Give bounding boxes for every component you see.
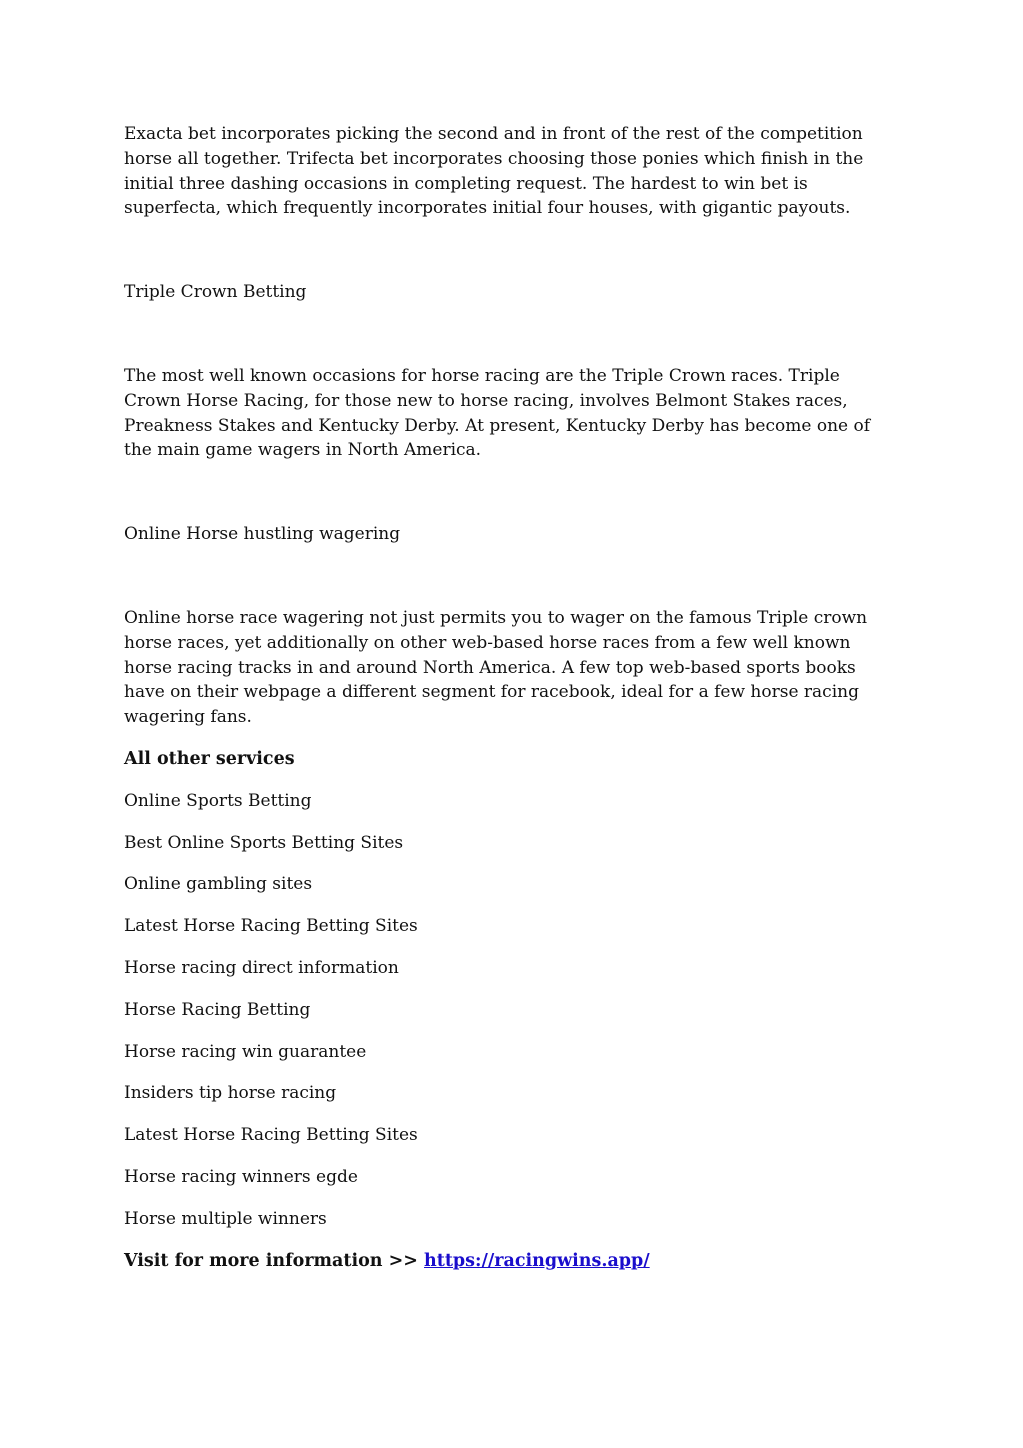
service-item: Horse racing direct information bbox=[124, 957, 399, 978]
spacer bbox=[124, 305, 894, 364]
paragraph-online-horse: Online horse race wagering not just permits you to wager on the famous Triple crown horse races, yet additionally on other web-based horse races from a few well known horse racing tracks in and around North America. A few top web-based sports books have on their webpage a different segment for racebook, ideal for a few horse racing wagering fans. bbox=[124, 607, 868, 728]
paragraph-exacta: Exacta bet incorporates picking the second and in front of the rest of the competition horse all together. Trifecta bet incorporates choosing those ponies which finish in the initial three dashing occasions in completing request. The hardest to win bet is superfecta, which frequently incorporates initial four houses, with gigantic payouts. bbox=[124, 124, 864, 219]
service-item: Online gambling sites bbox=[124, 874, 313, 895]
paragraph-triple-crown: The most well known occasions for horse racing are the Triple Crown races. Triple Crown Horse Racing, for those new to horse racing, involves Belmont Stakes races, Preakness Stakes and Kentucky Derby. At present, Kentucky Derby has become one of the main game wagers in North America. bbox=[124, 365, 871, 461]
visit-label: Visit for more information >> bbox=[124, 1250, 425, 1271]
service-item: Horse Racing Betting bbox=[124, 999, 311, 1020]
website-link[interactable]: https://racingwins.app/ bbox=[424, 1250, 650, 1271]
service-item: Horse multiple winners bbox=[124, 1208, 327, 1229]
service-item: Horse racing winners egde bbox=[124, 1166, 358, 1187]
service-item: Online Sports Betting bbox=[124, 790, 312, 811]
service-item: Horse racing win guarantee bbox=[124, 1041, 367, 1062]
spacer bbox=[124, 547, 894, 606]
heading-triple-crown: Triple Crown Betting bbox=[124, 282, 307, 303]
document-page bbox=[124, 122, 894, 1273]
heading-online-horse: Online Horse hustling wagering bbox=[124, 524, 401, 545]
service-item: Latest Horse Racing Betting Sites bbox=[124, 1125, 418, 1146]
services-list bbox=[124, 789, 894, 1232]
spacer bbox=[124, 221, 894, 280]
spacer bbox=[124, 463, 894, 522]
services-title: All other services bbox=[124, 748, 295, 769]
visit-line bbox=[124, 1249, 894, 1274]
service-item: Insiders tip horse racing bbox=[124, 1083, 337, 1104]
service-item: Best Online Sports Betting Sites bbox=[124, 832, 404, 853]
service-item: Latest Horse Racing Betting Sites bbox=[124, 916, 418, 937]
